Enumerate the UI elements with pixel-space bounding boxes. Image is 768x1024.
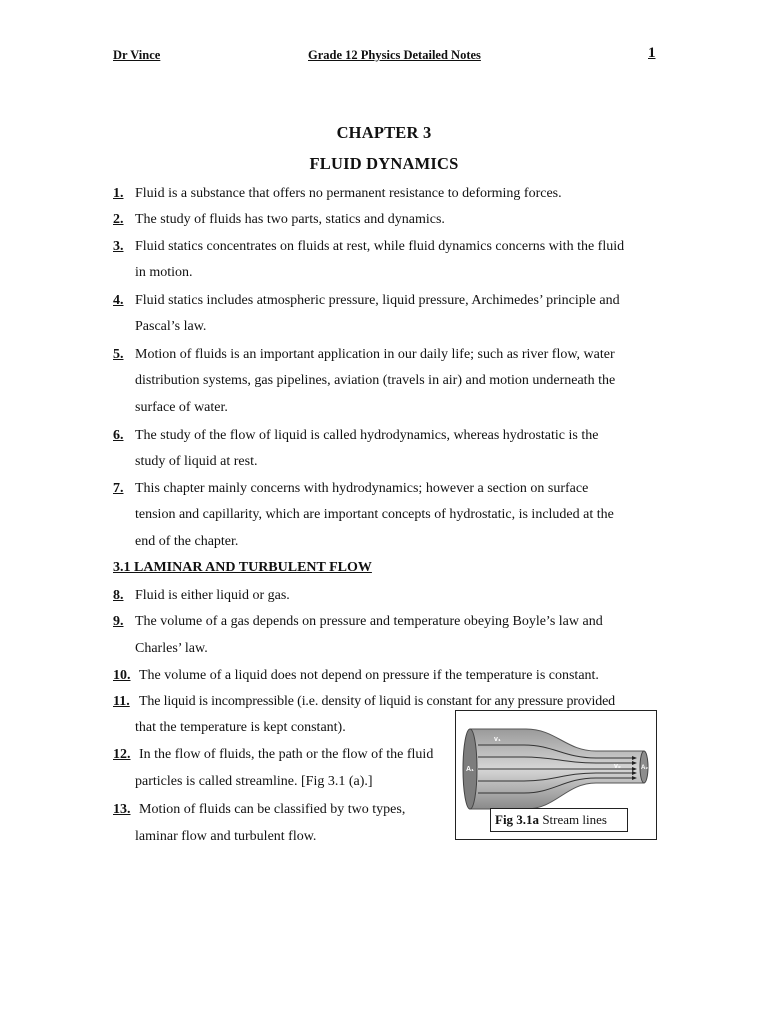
- item-number: 13.: [113, 802, 131, 817]
- list-item: [113, 288, 658, 315]
- list-item: [113, 663, 658, 690]
- item-text: The volume of a liquid does not depend on pressure if the temperature is constant.: [139, 668, 599, 683]
- list-item-continuation: [113, 636, 658, 663]
- figure-caption-text: Stream lines: [542, 812, 607, 827]
- figure-caption: [490, 808, 628, 832]
- list-item-continuation: [113, 449, 658, 476]
- item-text: surface of water.: [135, 400, 228, 415]
- header-author: Dr Vince: [113, 48, 161, 62]
- list-item: [113, 181, 658, 208]
- item-text: Charles’ law.: [135, 641, 208, 656]
- item-text: laminar flow and turbulent flow.: [135, 829, 317, 844]
- list-item: [113, 342, 658, 369]
- list-item: [113, 797, 453, 824]
- item-text: in motion.: [135, 265, 193, 280]
- label-a1: A₁: [466, 766, 474, 773]
- item-text: particles is called streamline. [Fig 3.1 (a).]: [135, 774, 373, 789]
- list-item-continuation: [113, 368, 658, 395]
- list-item-continuation: [113, 314, 658, 341]
- item-text: Fluid is either liquid or gas.: [135, 588, 290, 603]
- list-item: [113, 423, 658, 450]
- list-item: [113, 609, 658, 636]
- item-text: Fluid statics concentrates on fluids at rest, while fluid dynamics concerns with the fluid: [135, 239, 625, 254]
- item-text: The study of the flow of liquid is called hydrodynamics, whereas hydrostatic is the: [135, 428, 599, 443]
- list-item-continuation: [113, 769, 453, 796]
- list-item: [113, 476, 658, 503]
- list-item-continuation: [113, 502, 658, 529]
- list-item-continuation: [113, 260, 658, 287]
- item-number: 5.: [113, 347, 124, 362]
- label-v2: v₂: [614, 763, 622, 770]
- item-number: 6.: [113, 428, 124, 443]
- item-number: 1.: [113, 186, 124, 201]
- item-text: tension and capillarity, which are important concepts of hydrostatic, is included at the: [135, 507, 614, 522]
- item-text: Motion of fluids is an important application in our daily life; such as river flow, water: [135, 347, 615, 362]
- item-number: 9.: [113, 614, 124, 629]
- list-item-continuation: [113, 529, 658, 556]
- item-number: 2.: [113, 212, 124, 227]
- item-number: 11.: [113, 694, 130, 709]
- item-text: Pascal’s law.: [135, 319, 207, 334]
- item-text: end of the chapter.: [135, 534, 239, 549]
- item-text: In the flow of fluids, the path or the flow of the fluid: [139, 747, 434, 762]
- list-item: [113, 207, 658, 234]
- item-text: study of liquid at rest.: [135, 454, 258, 469]
- page-number: 1: [648, 45, 656, 61]
- item-text: The study of fluids has two parts, statics and dynamics.: [135, 212, 445, 227]
- item-number: 10.: [113, 668, 131, 683]
- label-a2: A₂: [641, 765, 648, 771]
- figure-label: Fig 3.1a: [495, 812, 540, 827]
- item-text: The liquid is incompressible (i.e. density of liquid is constant for any pressure provided: [139, 694, 616, 709]
- chapter-number: CHAPTER 3: [336, 123, 432, 142]
- item-text: Fluid is a substance that offers no permanent resistance to deforming forces.: [135, 186, 562, 201]
- item-text: distribution systems, gas pipelines, aviation (travels in air) and motion underneath the: [135, 373, 616, 388]
- item-number: 8.: [113, 588, 124, 603]
- item-number: 4.: [113, 293, 124, 308]
- list-item-continuation: [113, 824, 453, 851]
- item-text: Motion of fluids can be classified by two types,: [139, 802, 406, 817]
- item-number: 7.: [113, 481, 124, 496]
- list-item-continuation: [113, 395, 658, 422]
- label-v1: v₁: [494, 736, 501, 743]
- header-title: Grade 12 Physics Detailed Notes: [308, 48, 481, 62]
- item-text: This chapter mainly concerns with hydrodynamics; however a section on surface: [135, 481, 589, 496]
- item-text: Fluid statics includes atmospheric pressure, liquid pressure, Archimedes’ principle and: [135, 293, 620, 308]
- list-item: [113, 234, 658, 261]
- item-number: 3.: [113, 239, 124, 254]
- item-number: 12.: [113, 747, 131, 762]
- item-text: The volume of a gas depends on pressure and temperature obeying Boyle’s law and: [135, 614, 603, 629]
- list-item: [113, 583, 658, 610]
- section-heading: 3.1 LAMINAR AND TURBULENT FLOW: [113, 560, 372, 575]
- list-item: [113, 742, 453, 769]
- item-text: that the temperature is kept constant).: [135, 720, 346, 735]
- chapter-title: FLUID DYNAMICS: [309, 154, 459, 173]
